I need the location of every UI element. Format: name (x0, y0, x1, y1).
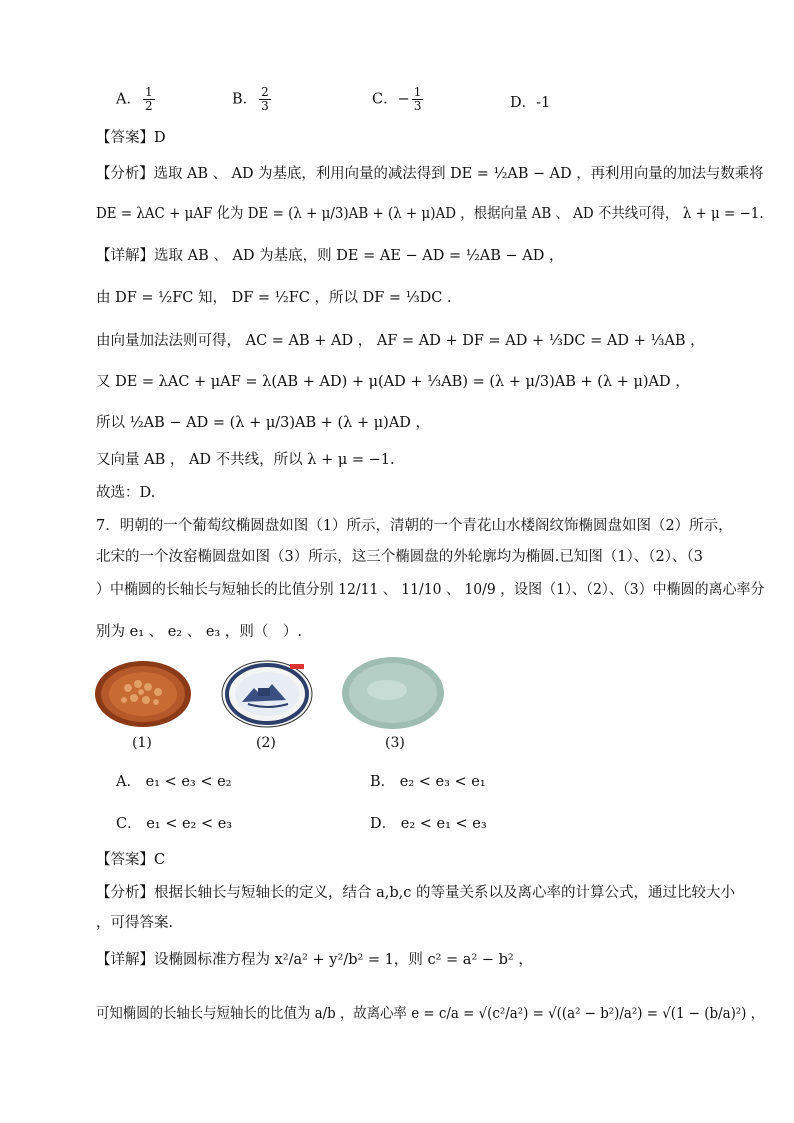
answer-tag: 【答案】 (96, 852, 154, 868)
q6-option-d (510, 91, 550, 112)
analysis-text: ，可得答案. (96, 915, 174, 931)
grape-pattern-plate-image (94, 660, 192, 728)
option-letter: D． (510, 95, 537, 111)
q6-conclusion (96, 483, 155, 503)
stem-text: ）中椭圆的长轴长与短轴长的比值分别 12/11 、 11/10 、 10/9 ，设图（1）、（2）、（3）中椭圆的离心率分 (96, 582, 765, 598)
figure-caption-3: (3) (385, 735, 405, 751)
q6-detail-line-2 (96, 288, 452, 308)
fraction (259, 86, 271, 113)
minus-sign: − (397, 91, 410, 108)
q7-stem-line-3 (96, 580, 765, 600)
fraction (143, 86, 155, 113)
q6-answer (96, 128, 166, 148)
q7-stem-line-2 (96, 547, 703, 567)
option-letter: C． (372, 91, 398, 108)
q7-stem-line-1 (96, 516, 733, 536)
option-letter: B． (232, 91, 258, 108)
numerator: 2 (261, 85, 269, 99)
q6-detail-line-6 (96, 450, 395, 470)
analysis-text: 选取 AB 、 AD 为基底，利用向量的减法得到 DE = ½AB − AD ，再利用向量的加法与数乘将 (153, 166, 764, 182)
detail-text: 所以 ½AB − AD = (λ + μ/3)AB + (λ + μ)AD ， (96, 415, 431, 431)
q7-stem-line-4 (96, 622, 302, 642)
detail-text: 设椭圆标准方程为 x²/a² + y²/b² = 1，则 c² = a² − b² ， (154, 952, 533, 968)
q6-detail-line-4 (96, 372, 690, 392)
option-letter: A． (116, 91, 141, 108)
option-text: A． e₁ < e₃ < e₂ (116, 774, 232, 790)
answer-value: D (154, 130, 166, 146)
analysis-text: 根据长轴长与短轴长的定义，结合 a,b,c 的等量关系以及离心率的计算公式，通过比较大小 (154, 885, 735, 901)
q6-option-b (232, 86, 273, 113)
detail-text: 可知椭圆的长轴长与短轴长的比值为 a/b ，故离心率 e = c/a = √(c²/a²) = √((a² − b²)/a²) = √(1 − (b/a)²) ， (96, 1006, 765, 1022)
detail-tag: 【详解】 (96, 248, 154, 264)
denominator: 3 (413, 99, 422, 113)
q7-answer (96, 850, 165, 870)
q6-detail-line-3 (96, 331, 705, 351)
denominator: 2 (144, 99, 153, 113)
figure-caption-1: (1) (132, 735, 152, 751)
numerator: 1 (413, 85, 422, 99)
stem-text: 7．明朝的一个葡萄纹椭圆盘如图（1）所示，清朝的一个青花山水楼阁纹饰椭圆盘如图（2）所示， (96, 518, 733, 534)
figure-caption-2: (2) (256, 735, 276, 751)
analysis-tag: 【分析】 (96, 885, 154, 901)
fraction (412, 86, 424, 113)
q7-option-d (370, 812, 487, 833)
conclusion-text: 故选：D. (96, 485, 156, 501)
ru-kiln-plate-image (341, 656, 445, 730)
q6-analysis-line-2 (96, 204, 764, 224)
blue-white-landscape-plate-image (220, 658, 314, 730)
q6-detail-line-5 (96, 413, 430, 433)
q7-detail-line-1 (96, 950, 533, 970)
q7-option-b (370, 770, 486, 791)
q7-option-c (116, 812, 232, 833)
numerator: 1 (144, 85, 153, 99)
option-text: C． e₁ < e₂ < e₃ (116, 816, 233, 832)
stem-text: 别为 e₁ 、 e₂ 、 e₃ ，则（ ）. (96, 624, 302, 640)
q6-option-a (116, 86, 157, 113)
detail-text: 选取 AB 、 AD 为基底，则 DE = AE − AD = ½AB − AD ， (154, 248, 564, 264)
answer-value: C (154, 852, 166, 868)
q7-analysis-line-2 (96, 913, 173, 933)
q6-option-c (372, 86, 425, 113)
answer-tag: 【答案】 (96, 130, 154, 146)
q7-analysis-line-1 (96, 883, 735, 903)
option-text: D． e₂ < e₁ < e₃ (370, 816, 487, 832)
q6-detail-line-1 (96, 246, 564, 266)
detail-text: 又 DE = λAC + μAF = λ(AB + AD) + μ(AD + ⅓AB) = (λ + μ/3)AB + (λ + μ)AD ， (96, 374, 690, 390)
q7-detail-line-2 (96, 1004, 764, 1024)
detail-tag: 【详解】 (96, 952, 154, 968)
analysis-text: DE = λAC + μAF 化为 DE = (λ + μ/3)AB + (λ + μ)AD ，根据向量 AB 、 AD 不共线可得， λ + μ = −1. (96, 206, 764, 222)
denominator: 3 (261, 99, 269, 113)
option-value: -1 (536, 95, 551, 111)
analysis-tag: 【分析】 (96, 166, 154, 182)
q7-option-a (116, 770, 232, 791)
detail-text: 由向量加法法则可得， AC = AB + AD ， AF = AD + DF = AD + ⅓DC = AD + ⅓AB ， (96, 333, 705, 349)
detail-text: 又向量 AB ， AD 不共线，所以 λ + μ = −1. (96, 452, 395, 468)
detail-text: 由 DF = ½FC 知， DF = ½FC ，所以 DF = ⅓DC . (96, 290, 452, 306)
option-text: B． e₂ < e₃ < e₁ (370, 774, 486, 790)
q6-analysis-line-1 (96, 164, 764, 184)
stem-text: 北宋的一个汝窑椭圆盘如图（3）所示，这三个椭圆盘的外轮廓均为椭圆.已知图（1）、（2）、（3 (96, 549, 704, 565)
